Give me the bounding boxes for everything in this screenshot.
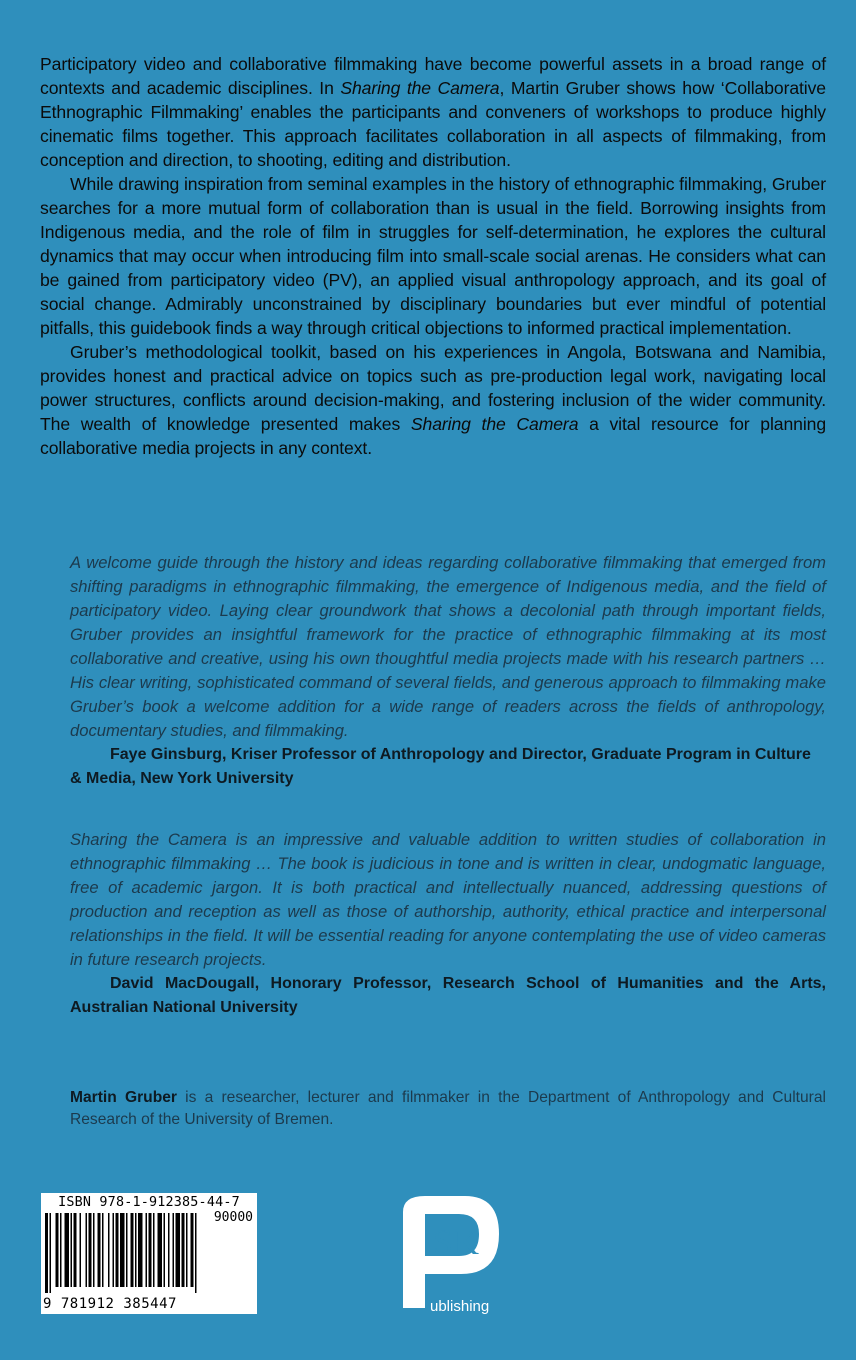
barcode-bar xyxy=(135,1213,137,1287)
barcode-bar xyxy=(102,1213,104,1287)
book-title: Sharing the Camera xyxy=(410,414,579,434)
barcode-bar xyxy=(168,1213,170,1287)
barcode-bar xyxy=(74,1213,77,1287)
endorsement-quote xyxy=(70,828,826,1020)
book-title: Sharing the Camera xyxy=(70,830,227,849)
barcode-bar xyxy=(182,1213,185,1287)
publisher-name: ublishing xyxy=(430,1298,490,1315)
endorsement-quote xyxy=(70,551,826,791)
barcode-bar xyxy=(93,1213,95,1287)
barcode-bar xyxy=(80,1213,82,1287)
blurb-paragraph-1: Participatory video and collaborative filmmaking have become powerful assets in a broad range of contexts and academic disciplines. In Sharing the Camera, Martin Gruber shows how ‘Collaborative Ethnographic Filmmaking’ enables the participants and conveners of workshops to produce highly cinematic films together. This approach facilitates collaboration in all aspects of filmmaking, from conception and direction, to shooting, editing and distribution. xyxy=(40,54,826,170)
quote-text: A welcome guide through the history and ideas regarding collaborative filmmaking that emerged from shifting paradigms in ethnographic filmmaking, the emergence of Indigenous media, and the field of participatory video. Laying clear groundwork that shows a decolonial path through important fields, Gruber provides an insightful framework for the practice of ethnographic filmmaking at its most collaborative and creative, using his own thoughtful media projects made with his research partners … His clear writing, sophisticated command of several fields, and generous approach to filmmaking make Gruber’s book a welcome addition for a wide range of readers across the fields of anthropology, documentary studies, and filmmaking. xyxy=(70,553,826,740)
barcode-bar xyxy=(195,1213,197,1293)
logo-letters: SK xyxy=(433,1222,480,1262)
author-bio: Martin Gruber is a researcher, lecturer and filmmaker in the Department of Anthropology and Cultural Research of the University of Bremen. xyxy=(70,1089,826,1128)
barcode-bar xyxy=(50,1213,52,1293)
barcode-bar xyxy=(153,1213,155,1287)
barcode-bar xyxy=(56,1213,59,1287)
cover-blurb xyxy=(40,52,826,460)
barcode-bar xyxy=(186,1213,188,1287)
barcode-bar xyxy=(164,1213,166,1287)
quote-attribution: Faye Ginsburg, Kriser Professor of Anthropology and Director, Graduate Program in Culture & Media, New York University xyxy=(70,746,811,787)
barcode-bar xyxy=(173,1213,175,1287)
barcode-bars xyxy=(45,1213,253,1293)
price-code: 90000 xyxy=(213,1210,253,1225)
barcode-bar xyxy=(60,1213,62,1287)
barcode-bar xyxy=(146,1213,148,1287)
blurb-paragraph-2: While drawing inspiration from seminal examples in the history of ethnographic filmmaking, Gruber searches for a more mutual form of collaboration than is usual in the field. Borrowing insights from Indigenous media, and the role of film in struggles for self-determination, he explores the cultural dynamics that may occur when introducing film into small-scale social arenas. He considers what can be gained from participatory video (PV), an applied visual anthropology approach, and its goal of social change. Admirably unconstrained by disciplinary boundaries but ever mindful of potential pitfalls, this guidebook finds a way through critical objections to informed practical implementation. xyxy=(40,174,826,338)
barcode-bar xyxy=(176,1213,181,1287)
barcode-bar xyxy=(108,1213,110,1287)
barcode-bar xyxy=(116,1213,119,1287)
blurb-paragraph-3: Gruber’s methodological toolkit, based on his experiences in Angola, Botswana and Namibia, provides honest and practical advice on topics such as pre-production legal work, navigating local power structures, conflicts around decision-making, and fostering inclusion of the wider community. The wealth of knowledge presented makes Sharing the Camera a vital resource for planning collaborative media projects in any context. xyxy=(40,342,827,458)
barcode-bar xyxy=(131,1213,134,1287)
barcode-bar xyxy=(98,1213,101,1287)
barcode-bar xyxy=(89,1213,92,1287)
barcode-bar xyxy=(65,1213,70,1287)
isbn-barcode xyxy=(41,1193,257,1314)
barcode-bar xyxy=(113,1213,115,1287)
barcode-bar xyxy=(86,1213,88,1287)
barcode-bar xyxy=(120,1213,125,1287)
barcode-bar xyxy=(126,1213,128,1287)
quote-text: Sharing the Camera is an impressive and valuable addition to written studies of collaboration in ethnographic filmmaking … The book is judicious in tone and is written in clear, undogmatic language, free of academic jargon. It is both practical and intellectually nuanced, addressing questions of production and reception as well as those of authorship, authority, ethical practice and interpersonal relationships in the field. It will be essential reading for anyone contemplating the use of video cameras in future research projects. xyxy=(70,830,826,969)
barcode-bar xyxy=(158,1213,163,1287)
barcode-bar xyxy=(45,1213,48,1293)
book-title: Sharing the Camera xyxy=(340,78,500,98)
barcode-bar xyxy=(149,1213,152,1287)
barcode-bar xyxy=(191,1213,194,1287)
isbn-label: ISBN 978-1-912385-44-7 xyxy=(58,1195,240,1210)
author-name: Martin Gruber xyxy=(70,1089,177,1106)
quote-attribution: David MacDougall, Honorary Professor, Research School of Humanities and the Arts, Australian National University xyxy=(70,975,826,1016)
barcode-digits: 9 781912 385447 xyxy=(43,1296,177,1312)
barcode-bar xyxy=(138,1213,143,1287)
barcode-bar xyxy=(71,1213,73,1287)
